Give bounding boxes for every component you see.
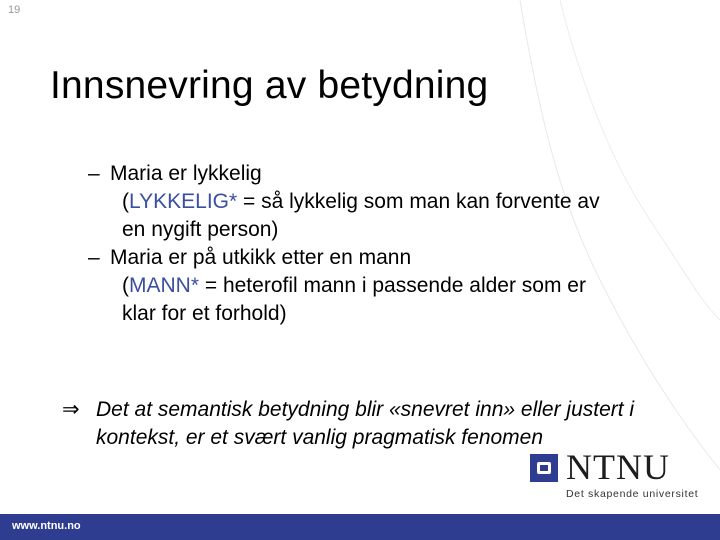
logo-tagline: Det skapende universitet — [566, 488, 699, 500]
bullet-subtext-line2: klar for et forhold) — [122, 302, 287, 325]
definition: = heterofil mann i passende alder som er — [199, 274, 586, 297]
bullet-dash: – — [88, 246, 100, 269]
page-title: Innsnevring av betydning — [50, 64, 489, 107]
bullet-text: Maria er på utkikk etter en mann — [110, 246, 412, 269]
conclusion — [62, 396, 642, 452]
conclusion-text: Det at semantisk betydning blir «snevret inn» eller justert i kontekst, er et svært vanlig pragmatisk fenomen — [96, 398, 635, 449]
bullet-subtext — [110, 188, 600, 216]
paren-open: ( — [122, 190, 129, 213]
footer-link[interactable]: www.ntnu.no — [12, 520, 81, 532]
definition: = så lykkelig som man kan forvente av — [237, 190, 600, 213]
bullet-text: Maria er lykkelig — [110, 162, 262, 185]
bullet-list — [88, 160, 600, 328]
list-item — [88, 244, 600, 328]
list-item — [88, 160, 600, 244]
logo-square-icon — [530, 454, 558, 482]
bullet-subtext — [110, 272, 600, 300]
logo-wordmark: NTNU — [566, 447, 670, 487]
footer-bar — [0, 514, 720, 540]
keyword: MANN* — [129, 274, 200, 297]
slide-number: 19 — [8, 4, 21, 16]
paren-open: ( — [122, 274, 129, 297]
implies-arrow-icon: ⇒ — [62, 398, 80, 421]
bullet-dash: – — [88, 162, 100, 185]
keyword: LYKKELIG* — [129, 190, 238, 213]
bullet-subtext-line2: en nygift person) — [122, 218, 279, 241]
